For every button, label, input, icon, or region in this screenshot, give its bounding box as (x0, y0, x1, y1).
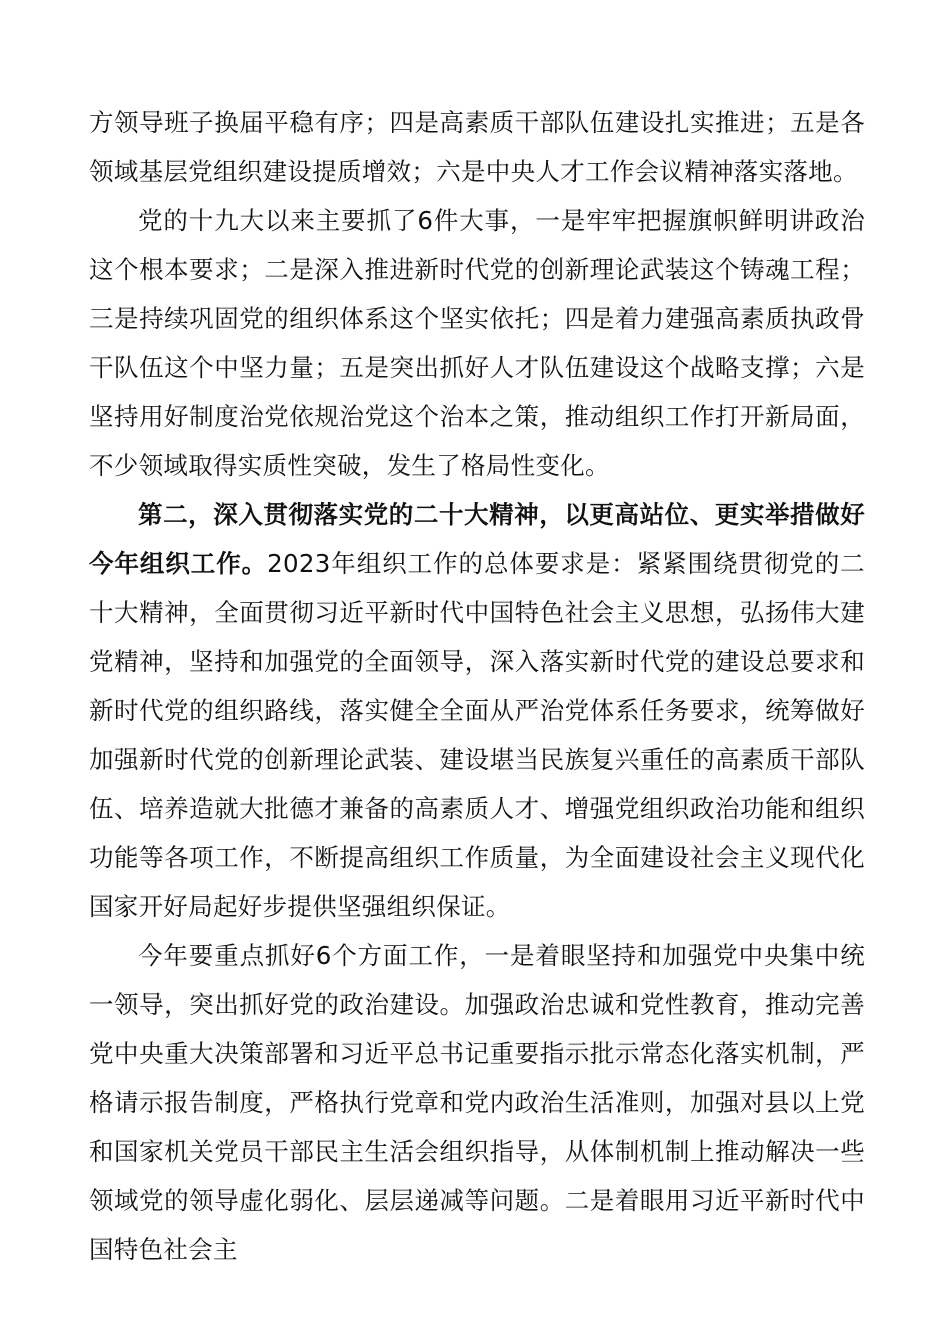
section-heading: 第二，深入贯彻落实党的二十大精神，以更高站位、更实举措做好今年组织工作。 (89, 500, 865, 578)
document-page (89, 98, 865, 1274)
paragraph-3-body: 2023年组织工作的总体要求是：紧紧围绕贯彻党的二十大精神，全面贯彻习近平新时代中国特色社会主义思想，弘扬伟大建党精神，坚持和加强党的全面领导，深入落实新时代党的建设总要求和新时代党的组织路线，落实健全全面从严治党体系任务要求，统筹做好加强新时代党的创新理论武装、建设堪当民族复兴重任的高素质干部队伍、培养造就大批德才兼备的高素质人才、增强党组织政治功能和组织功能等各项工作，不断提高组织工作质量，为全面建设社会主义现代化国家开好局起好步提供坚强组织保证。 (89, 549, 865, 921)
paragraph-2: 党的十九大以来主要抓了6件大事，一是牢牢把握旗帜鲜明讲政治这个根本要求；二是深入推进新时代党的创新理论武装这个铸魂工程；三是持续巩固党的组织体系这个坚实依托；四是着力建强高素质执政骨干队伍这个中坚力量；五是突出抓好人才队伍建设这个战略支撑；六是坚持用好制度治党依规治党这个治本之策，推动组织工作打开新局面，不少领域取得实质性突破，发生了格局性变化。 (89, 206, 865, 480)
paragraph-1: 方领导班子换届平稳有序；四是高素质干部队伍建设扎实推进；五是各领域基层党组织建设提质增效；六是中央人才工作会议精神落实落地。 (89, 108, 865, 186)
paragraph-3 (89, 490, 865, 931)
paragraph-4: 今年要重点抓好6个方面工作，一是着眼坚持和加强党中央集中统一领导，突出抓好党的政治建设。加强政治忠诚和党性教育，推动完善党中央重大决策部署和习近平总书记重要指示批示常态化落实机制，严格请示报告制度，严格执行党章和党内政治生活准则，加强对县以上党和国家机关党员干部民主生活会组织指导，从体制机制上推动解决一些领域党的领导虚化弱化、层层递减等问题。二是着眼用习近平新时代中国特色社会主 (89, 941, 865, 1264)
